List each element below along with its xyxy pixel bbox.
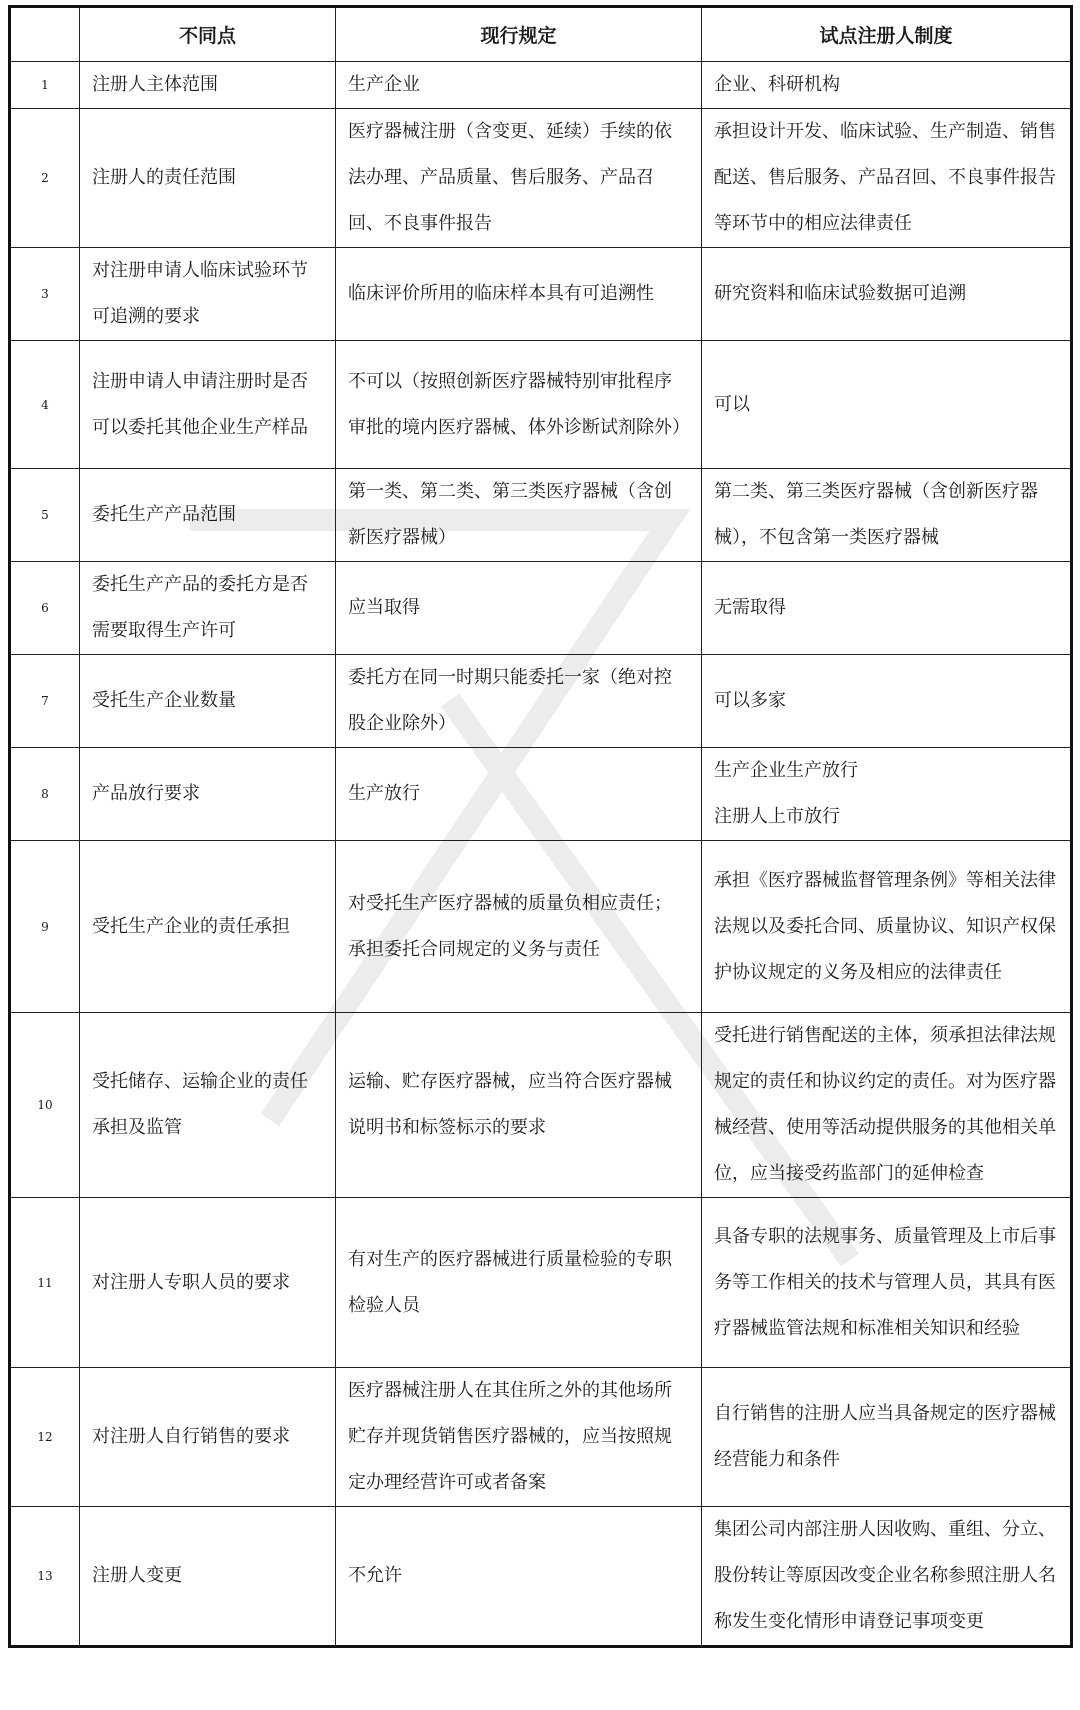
cell-current-rule: 委托方在同一时期只能委托一家（绝对控股企业除外）: [336, 655, 702, 748]
cell-difference-point: 注册人的责任范围: [80, 109, 336, 248]
cell-pilot-rule: 自行销售的注册人应当具备规定的医疗器械经营能力和条件: [702, 1368, 1072, 1507]
cell-difference-point: 注册人主体范围: [80, 62, 336, 109]
row-number: 10: [10, 1013, 80, 1198]
cell-current-rule: 临床评价所用的临床样本具有可追溯性: [336, 248, 702, 341]
cell-current-rule: 对受托生产医疗器械的质量负相应责任；承担委托合同规定的义务与责任: [336, 841, 702, 1013]
table-row: [10, 109, 1072, 248]
table-row: [10, 62, 1072, 109]
cell-difference-point: 对注册人专职人员的要求: [80, 1198, 336, 1368]
table-row: [10, 1507, 1072, 1647]
row-number: 3: [10, 248, 80, 341]
row-number: 13: [10, 1507, 80, 1647]
row-number: 7: [10, 655, 80, 748]
cell-pilot-rule: 可以多家: [702, 655, 1072, 748]
row-number: 6: [10, 562, 80, 655]
cell-pilot-rule: 研究资料和临床试验数据可追溯: [702, 248, 1072, 341]
table-body: [10, 62, 1072, 1647]
table-row: [10, 841, 1072, 1013]
table-row: [10, 248, 1072, 341]
cell-current-rule: 不可以（按照创新医疗器械特别审批程序审批的境内医疗器械、体外诊断试剂除外）: [336, 341, 702, 469]
document-page: [8, 5, 1070, 1648]
cell-difference-point: 注册人变更: [80, 1507, 336, 1647]
cell-difference-point: 委托生产产品范围: [80, 469, 336, 562]
cell-pilot-rule: 生产企业生产放行 注册人上市放行: [702, 748, 1072, 841]
cell-pilot-rule: 具备专职的法规事务、质量管理及上市后事务等工作相关的技术与管理人员，其具有医疗器械监管法规和标准相关知识和经验: [702, 1198, 1072, 1368]
cell-difference-point: 受托储存、运输企业的责任承担及监管: [80, 1013, 336, 1198]
table-row: [10, 469, 1072, 562]
cell-current-rule: 医疗器械注册人在其住所之外的其他场所贮存并现货销售医疗器械的，应当按照规定办理经营许可或者备案: [336, 1368, 702, 1507]
comparison-table: [8, 5, 1073, 1648]
row-number: 9: [10, 841, 80, 1013]
cell-current-rule: 第一类、第二类、第三类医疗器械（含创新医疗器械）: [336, 469, 702, 562]
table-row: [10, 655, 1072, 748]
row-number: 11: [10, 1198, 80, 1368]
cell-pilot-rule: 承担设计开发、临床试验、生产制造、销售配送、售后服务、产品召回、不良事件报告等环节中的相应法律责任: [702, 109, 1072, 248]
cell-pilot-rule: 受托进行销售配送的主体，须承担法律法规规定的责任和协议约定的责任。对为医疗器械经营、使用等活动提供服务的其他相关单位，应当接受药监部门的延伸检查: [702, 1013, 1072, 1198]
row-number: 12: [10, 1368, 80, 1507]
header-current: 现行规定: [336, 7, 702, 62]
cell-difference-point: 对注册申请人临床试验环节可追溯的要求: [80, 248, 336, 341]
cell-current-rule: 不允许: [336, 1507, 702, 1647]
row-number: 1: [10, 62, 80, 109]
table-row: [10, 341, 1072, 469]
row-number: 4: [10, 341, 80, 469]
header-index: [10, 7, 80, 62]
cell-pilot-rule: 第二类、第三类医疗器械（含创新医疗器械），不包含第一类医疗器械: [702, 469, 1072, 562]
cell-current-rule: 有对生产的医疗器械进行质量检验的专职检验人员: [336, 1198, 702, 1368]
cell-current-rule: 运输、贮存医疗器械，应当符合医疗器械说明书和标签标示的要求: [336, 1013, 702, 1198]
cell-pilot-rule: 无需取得: [702, 562, 1072, 655]
cell-pilot-rule: 集团公司内部注册人因收购、重组、分立、股份转让等原因改变企业名称参照注册人名称发生变化情形申请登记事项变更: [702, 1507, 1072, 1647]
cell-current-rule: 生产放行: [336, 748, 702, 841]
cell-pilot-rule: 可以: [702, 341, 1072, 469]
table-row: [10, 1013, 1072, 1198]
row-number: 8: [10, 748, 80, 841]
cell-difference-point: 受托生产企业数量: [80, 655, 336, 748]
header-point: 不同点: [80, 7, 336, 62]
header-pilot: 试点注册人制度: [702, 7, 1072, 62]
table-row: [10, 748, 1072, 841]
table-row: [10, 562, 1072, 655]
cell-pilot-rule: 承担《医疗器械监督管理条例》等相关法律法规以及委托合同、质量协议、知识产权保护协议规定的义务及相应的法律责任: [702, 841, 1072, 1013]
cell-difference-point: 受托生产企业的责任承担: [80, 841, 336, 1013]
table-header-row: [10, 7, 1072, 62]
cell-difference-point: 对注册人自行销售的要求: [80, 1368, 336, 1507]
cell-pilot-rule: 企业、科研机构: [702, 62, 1072, 109]
table-row: [10, 1198, 1072, 1368]
cell-current-rule: 生产企业: [336, 62, 702, 109]
cell-current-rule: 应当取得: [336, 562, 702, 655]
cell-difference-point: 委托生产产品的委托方是否需要取得生产许可: [80, 562, 336, 655]
cell-difference-point: 产品放行要求: [80, 748, 336, 841]
row-number: 5: [10, 469, 80, 562]
cell-current-rule: 医疗器械注册（含变更、延续）手续的依法办理、产品质量、售后服务、产品召回、不良事件报告: [336, 109, 702, 248]
cell-difference-point: 注册申请人申请注册时是否可以委托其他企业生产样品: [80, 341, 336, 469]
row-number: 2: [10, 109, 80, 248]
table-row: [10, 1368, 1072, 1507]
